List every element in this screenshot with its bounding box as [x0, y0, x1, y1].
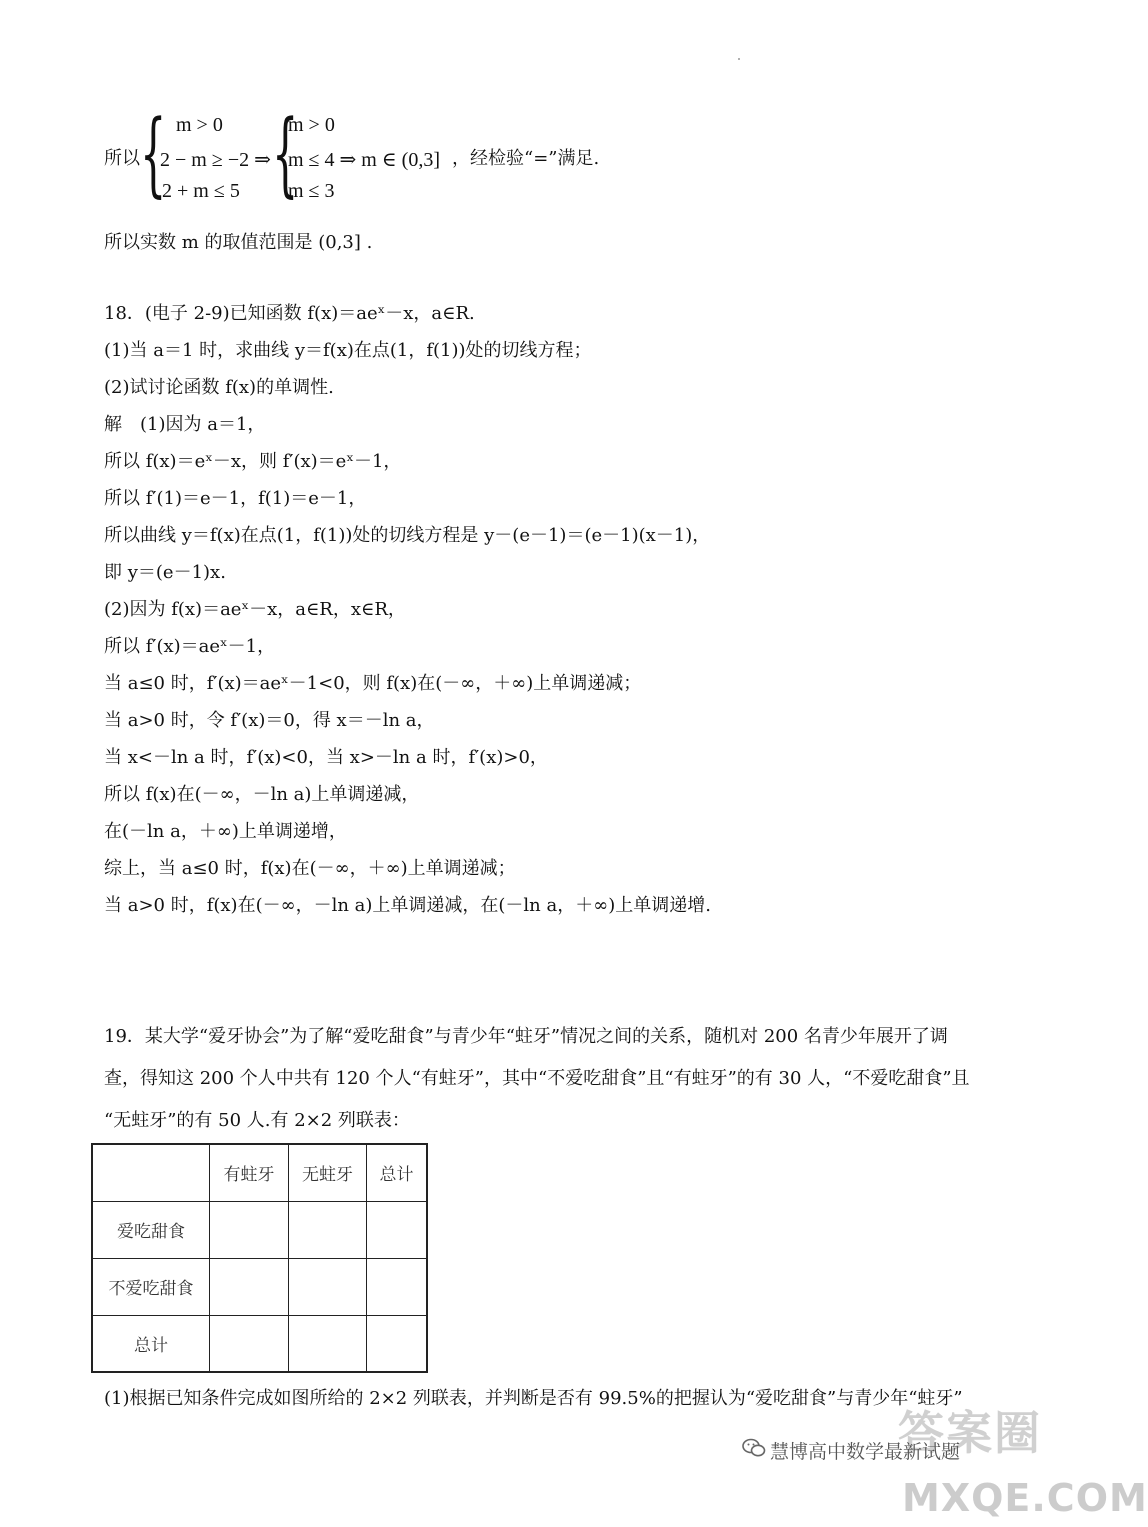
q18-stem: 18．(电子 2-9)已知函数 f(x)＝aeˣ－x，a∈R.: [104, 303, 475, 324]
q18-solution-line: (2)因为 f(x)＝aeˣ－x，a∈R，x∈R，: [104, 599, 406, 620]
q18-solution-line: 当 a>0 时，f(x)在(－∞，－ln a)上单调递减，在(－ln a，＋∞)上单调递增.: [104, 895, 711, 916]
sys1-line-3: 2 + m ≤ 5: [162, 180, 240, 202]
table-cell: [210, 1201, 289, 1258]
contingency-table: [91, 1143, 428, 1373]
q18-solution-line: 所以 f′(x)＝aeˣ－1，: [104, 636, 276, 657]
table-cell: [367, 1258, 428, 1315]
table-header-cell: [92, 1144, 210, 1201]
table-row: [92, 1258, 427, 1315]
q18-solution-line: 在(－ln a，＋∞)上单调递增，: [104, 821, 347, 842]
q18-solution-line: 所以 f(x)＝eˣ－x，则 f′(x)＝eˣ－1，: [104, 451, 402, 472]
table-cell: [367, 1201, 428, 1258]
scan-dot: [738, 58, 740, 60]
watermark-account: 慧博高中数学最新试题: [770, 1441, 961, 1463]
table-row-label: 不爱吃甜食: [92, 1258, 210, 1315]
table-cell: [289, 1315, 367, 1372]
q18-solution-line: 当 a>0 时，令 f′(x)＝0，得 x＝－ln a，: [104, 710, 435, 731]
q18-solution-line: 当 x<－ln a 时，f′(x)<0，当 x>－ln a 时，f′(x)>0，: [104, 747, 548, 768]
table-cell: [210, 1258, 289, 1315]
table-cell: [289, 1201, 367, 1258]
q18-solution-line: 即 y＝(e－1)x.: [104, 562, 226, 583]
q19-part1: (1)根据已知条件完成如图所给的 2×2 列联表，并判断是否有 99.5%的把握认为“爱吃甜食”与青少年“蛀牙”: [104, 1388, 963, 1409]
table-cell: [210, 1315, 289, 1372]
q18-solution-line: 所以 f′(1)＝e－1，f(1)＝e－1，: [104, 488, 367, 509]
watermark-logo-text: 答案圈: [898, 1406, 1042, 1460]
table-cell: [367, 1315, 428, 1372]
table-header-cell: 有蛀牙: [210, 1144, 289, 1201]
q19-stem-line: “无蛀牙”的有 50 人.有 2×2 列联表：: [104, 1110, 410, 1131]
q19-stem-line: 查，得知这 200 个人中共有 120 个人“有蛀牙”，其中“不爱吃甜食”且“有蛀牙”的有 30 人，“不爱吃甜食”且: [104, 1068, 970, 1089]
sys1-line-2: 2 − m ≥ −2 ⇒: [160, 149, 271, 171]
q19-stem-line: 19．某大学“爱牙协会”为了解“爱吃甜食”与青少年“蛀牙”情况之间的关系，随机对 200 名青少年展开了调: [104, 1026, 948, 1047]
q18-solution-line: 当 a≤0 时，f′(x)＝aeˣ－1<0，则 f(x)在(－∞，＋∞)上单调递减；: [104, 673, 642, 694]
table-header-row: [92, 1144, 427, 1201]
table-row: [92, 1315, 427, 1372]
sys2-line-2: m ≤ 4 ⇒ m ∈ (0,3]: [288, 149, 440, 171]
table-row-label: 总计: [92, 1315, 210, 1372]
q18-part1: (1)当 a＝1 时，求曲线 y＝f(x)在点(1，f(1))处的切线方程；: [104, 340, 592, 361]
q18-solution-line: 所以曲线 y＝f(x)在点(1，f(1))处的切线方程是 y－(e－1)＝(e－1)(x－1)，: [104, 525, 711, 546]
sys1-line-1: m > 0: [176, 114, 223, 136]
q18-part2: (2)试讨论函数 f(x)的单调性.: [104, 377, 334, 398]
table-header-cell: 无蛀牙: [289, 1144, 367, 1201]
range-conclusion: 所以实数 m 的取值范围是 (0,3] .: [104, 232, 373, 253]
sys2-line-3: m ≤ 3: [288, 180, 335, 202]
table-row: [92, 1201, 427, 1258]
table-row-label: 爱吃甜食: [92, 1201, 210, 1258]
sys2-line-1: m > 0: [288, 114, 335, 136]
system-prefix: 所以: [104, 148, 140, 169]
wechat-icon: [742, 1438, 766, 1458]
q18-solution-line: 所以 f(x)在(－∞，－ln a)上单调递减，: [104, 784, 420, 805]
system-suffix: ，经检验“=”满足.: [452, 148, 600, 169]
left-brace-2: {: [272, 100, 299, 207]
q18-solution-line: 综上，当 a≤0 时，f(x)在(－∞，＋∞)上单调递减；: [104, 858, 516, 879]
table-header-cell: 总计: [367, 1144, 428, 1201]
left-brace-1: {: [140, 100, 167, 207]
table-cell: [289, 1258, 367, 1315]
watermark-url: MXQE.COM: [902, 1476, 1148, 1520]
q18-solution-line: 解 (1)因为 a＝1，: [104, 414, 266, 435]
